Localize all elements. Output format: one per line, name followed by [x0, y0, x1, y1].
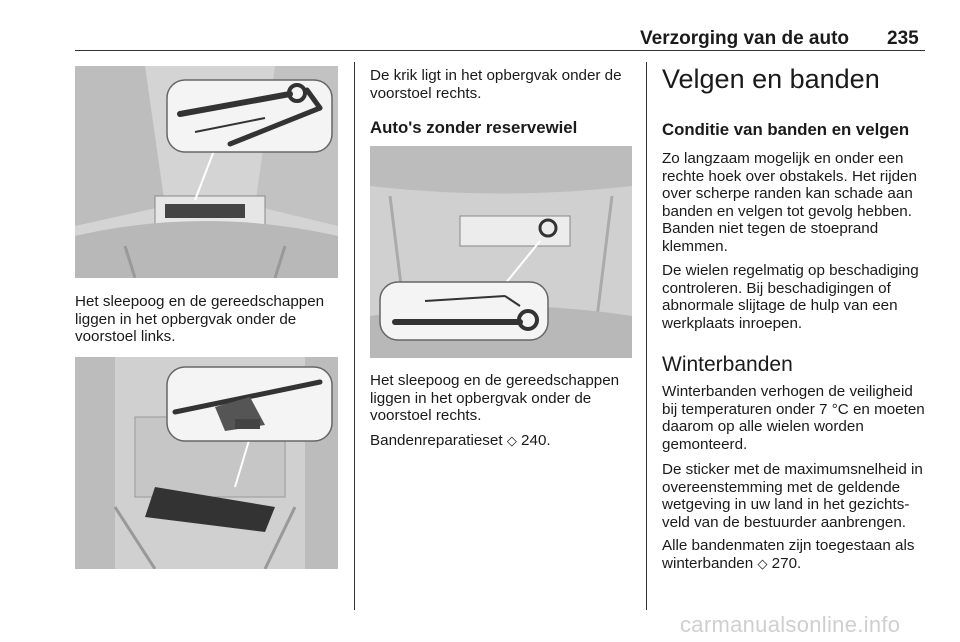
column-divider-right: [646, 62, 647, 610]
paragraph-inspection: De wielen regelmatig op beschadiging controleren. Bij beschadigingen of abnormale slijtage de hulp van een werkplaats inroepen.: [662, 262, 919, 332]
figure-jack: [75, 357, 338, 569]
intro-paragraph: De krik ligt in het opbergvak onder de voorstoel rechts.: [370, 67, 622, 102]
caption-right-seat: Het sleepoog en de gereedschappen liggen in het opbergvak onder de voorstoel rechts.: [370, 372, 620, 424]
xref-repair-kit-label: Bandenreparatieset: [370, 432, 503, 449]
page-reference-icon: ◇: [757, 555, 768, 571]
header-rule: [75, 50, 925, 51]
subheading-tyre-condition: Conditie van banden en velgen: [662, 120, 910, 139]
figure-tools-left-seat: [75, 66, 338, 278]
watermark: carmanualsonline.info: [680, 612, 901, 637]
heading-no-spare-wheel: Auto's zonder reservewiel: [370, 118, 578, 137]
caption-left-seat: Het sleepoog en de gereedschappen liggen in het opbergvak onder de voorstoel links.: [75, 293, 325, 345]
paragraph-speed-sticker: De sticker met de maximumsnelheid in overeenstemming met de geldende wetgeving in uw land in het gezichtsveld van de bestuurder aanbrengen.: [662, 461, 923, 531]
running-header-title: Verzorging van de auto: [640, 28, 850, 49]
page-reference-icon: ◇: [506, 433, 517, 448]
page-number: 235: [887, 28, 919, 49]
paragraph-obstacles: Zo langzaam mogelijk en onder een rechte hoek over obstakels. Het rijden over scherpe randen kan schade aan banden en velgen tot gevolg hebben. Banden niet tegen de stoeprand klemmen.: [662, 150, 917, 255]
xref-repair-kit: [370, 432, 638, 450]
tyre-sizes-text: Alle bandenmaten zijn toegestaan als winterbanden: [662, 537, 915, 572]
column-divider-left: [354, 62, 355, 610]
figure-tools-right-seat: [370, 146, 632, 358]
xref-repair-kit-page[interactable]: 240.: [521, 432, 551, 449]
paragraph-tyre-sizes: [662, 537, 928, 572]
tyre-sizes-page[interactable]: 270.: [771, 554, 802, 572]
paragraph-winter-safety: Winterbanden verhogen de veiligheid bij temperaturen onder 7 °C en moeten daarom op alle wielen worden gemonteerd.: [662, 383, 925, 453]
section-heading-wheels-tyres: Velgen en banden: [662, 64, 880, 94]
heading-winter-tyres: Winterbanden: [662, 353, 793, 376]
